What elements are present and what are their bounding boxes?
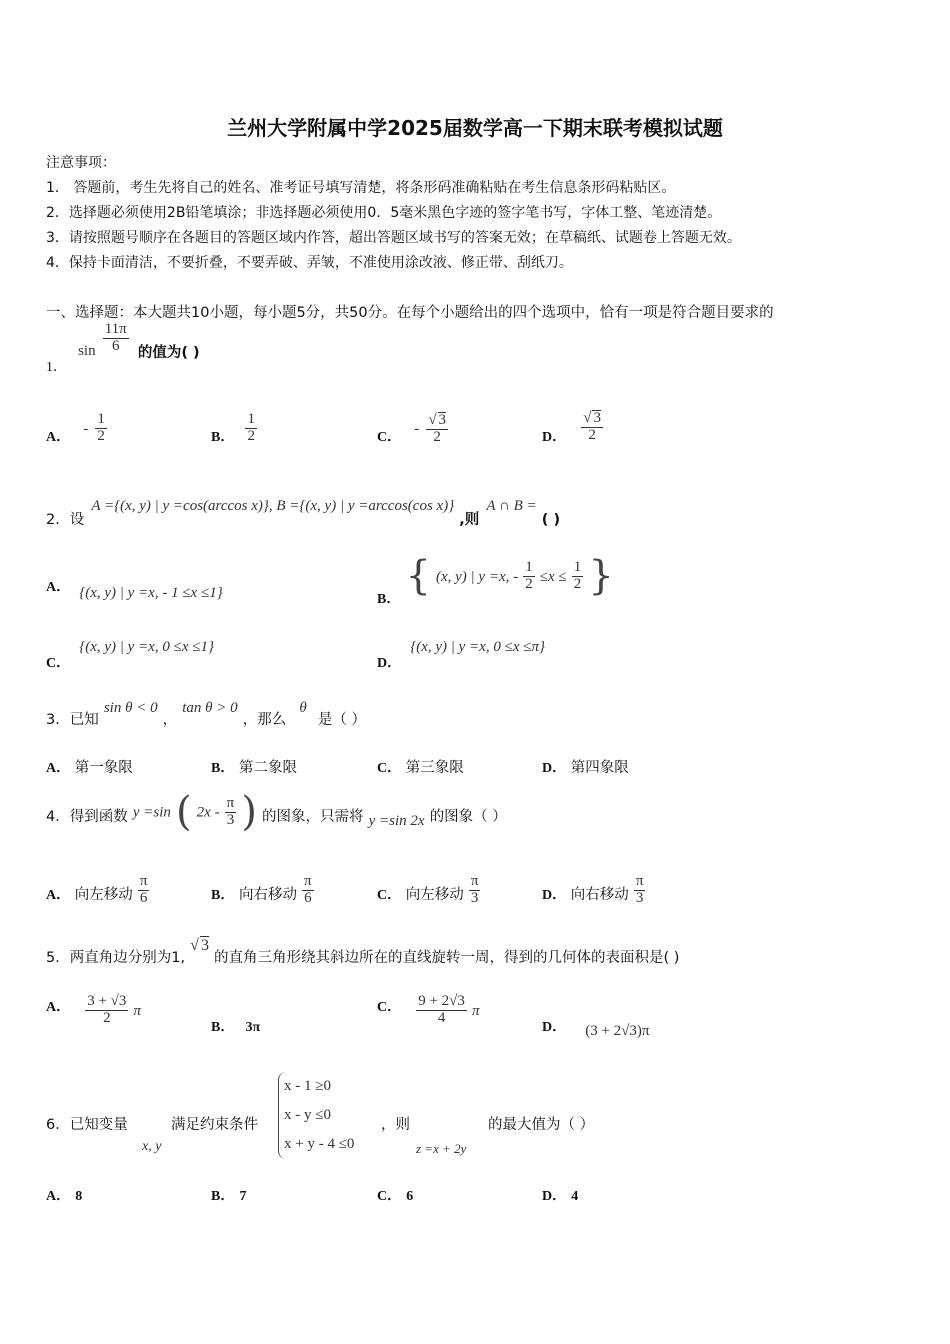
set-expression: A ={(x, y) | y =cos(arccos x)}, B ={(x, y) | y =arccos(cos x)} bbox=[91, 498, 455, 514]
variables: x, y bbox=[142, 1139, 162, 1154]
fraction: $\frac{\pi}{3}$ bbox=[226, 794, 235, 828]
fraction: $\frac{1}{2}$ bbox=[573, 558, 582, 592]
q1-option-a[interactable]: A． - $\frac{1}{2}$ bbox=[46, 411, 105, 445]
fraction: $\frac{√ 3}{2}$ bbox=[583, 410, 601, 443]
q1-option-c[interactable]: C． - $\frac{√ 3}{2}$ bbox=[377, 412, 447, 446]
fraction: $\frac{\pi}{3}$ bbox=[470, 873, 479, 906]
question-3: 3．已知 sin θ < 0 ， tan θ > 0 ，那么 θ 是（ ） bbox=[46, 700, 366, 728]
q5-option-b[interactable]: B． 3π bbox=[211, 1020, 261, 1035]
notice-item-1: 1． 答题前，考生先将自己的姓名、准考证号填写清楚，将条形码准确粘贴在考生信息条形码粘贴区。 bbox=[46, 180, 676, 196]
notice-heading: 注意事项： bbox=[46, 155, 116, 171]
sin-label: sin bbox=[78, 342, 96, 359]
q2-option-c[interactable]: C． {(x, y) | y =x, 0 ≤x ≤1} bbox=[46, 639, 214, 671]
q4-option-c[interactable]: C． 向左移动 $\frac{\pi}{3}$ bbox=[377, 873, 479, 906]
question-number: 1． bbox=[46, 359, 67, 375]
constraint-1: x - 1 ≥0 bbox=[284, 1078, 331, 1094]
objective-function: z =x + 2y bbox=[416, 1141, 467, 1156]
function-expression-2: y =sin 2x bbox=[368, 812, 425, 829]
intersection: A ∩ B = bbox=[486, 498, 537, 514]
fraction: $\frac{1}{2}$ bbox=[97, 411, 105, 444]
q6-option-b[interactable]: B． 7 bbox=[211, 1189, 247, 1204]
notice-item-2: 2．选择题必须使用2B铅笔填涂；非选择题必须使用0．5毫米黑色字迹的签字笔书写，字体工整、笔迹清楚。 bbox=[46, 205, 722, 221]
q3-option-a[interactable]: A． 第一象限 bbox=[46, 760, 133, 776]
q5-option-a[interactable]: A． $\frac{3 + √3}{2}$ π bbox=[46, 993, 142, 1026]
q3-option-b[interactable]: B． 第二象限 bbox=[211, 760, 297, 776]
q3-option-c[interactable]: C． 第三象限 bbox=[377, 760, 464, 776]
question-6-then: ，则 bbox=[381, 1117, 410, 1133]
q1-option-d[interactable]: D． $\frac{√ 3}{2}$ bbox=[542, 410, 601, 446]
question-6-tail: 的最大值为（ ） bbox=[488, 1117, 595, 1133]
constraint-3: x + y - 4 ≤0 bbox=[284, 1136, 355, 1152]
q2-option-d[interactable]: D． {(x, y) | y =x, 0 ≤x ≤π} bbox=[377, 639, 545, 671]
notice-item-3: 3．请按照题号顺序在各题目的答题区域内作答，超出答题区域书写的答案无效；在草稿纸、试题卷上答题无效。 bbox=[46, 230, 741, 246]
notice-item-4: 4．保持卡面清洁，不要折叠，不要弄破、弄皱，不准使用涂改液、修正带、刮纸刀。 bbox=[46, 255, 573, 271]
q5-option-d[interactable]: D． (3 + 2√3)π bbox=[542, 1020, 650, 1039]
q4-option-a[interactable]: A． 向左移动 $\frac{\pi}{6}$ bbox=[46, 873, 148, 906]
question-6-prefix: 6．已知变量 bbox=[46, 1117, 128, 1133]
question-6-mid: 满足约束条件 bbox=[171, 1117, 258, 1133]
fraction: $\frac{1}{2}$ bbox=[247, 411, 255, 444]
fraction: $\frac{√ 3}{2}$ bbox=[428, 412, 447, 445]
constraint-2: x - y ≤0 bbox=[284, 1107, 331, 1123]
question-1 bbox=[46, 321, 200, 375]
q5-option-c[interactable]: C． $\frac{9 + 2√3}{4}$ π bbox=[377, 993, 480, 1026]
q6-option-a[interactable]: A． 8 bbox=[46, 1189, 83, 1204]
section-heading: 一、选择题：本大题共10小题，每小题5分，共50分。在每个小题给出的四个选项中，恰有一项是符合题目要求的 bbox=[46, 305, 774, 321]
page-title: 兰州大学附属中学2025届数学高一下期末联考模拟试题 bbox=[227, 116, 723, 140]
fraction: $\frac{1}{2}$ bbox=[525, 558, 533, 592]
constraint-system bbox=[278, 1072, 354, 1159]
fraction: $\frac{11\pi}{6}$ bbox=[104, 321, 127, 354]
question-text: 的值为( ) bbox=[137, 344, 200, 361]
fraction: $\frac{\pi}{3}$ bbox=[635, 873, 644, 906]
q4-option-d[interactable]: D． 向右移动 $\frac{\pi}{3}$ bbox=[542, 873, 644, 906]
fraction: $\frac{3 + √3}{2}$ bbox=[87, 993, 127, 1026]
question-4: 4．得到函数 y =sin ( 2x - $\frac{\pi}{3}$ ) 的图象，只需将 y =sin 2x 的图象（ ） bbox=[46, 789, 507, 835]
function-expression: y =sin bbox=[132, 804, 171, 821]
fraction: $\frac{\pi}{6}$ bbox=[139, 873, 148, 906]
q6-option-c[interactable]: C． 6 bbox=[377, 1189, 414, 1204]
question-2: 2．设 A ={(x, y) | y =cos(arccos x)}, B ={(x, y) | y =arccos(cos x)} ,则 A ∩ B = ( ) bbox=[46, 498, 561, 528]
q2-option-b[interactable]: B． { (x, y) | y =x, - $\frac{1}{2}$ ≤x ≤ $\frac{1}{2}$ } bbox=[377, 553, 614, 607]
fraction: $\frac{\pi}{6}$ bbox=[304, 873, 312, 906]
fraction: $\frac{9 + 2√3}{4}$ bbox=[418, 993, 465, 1026]
condition-tan: tan θ > 0 bbox=[182, 700, 238, 716]
question-5: 5．两直角边分别为1, √ 3 的直角三角形绕其斜边所在的直线旋转一周，得到的几何体的表面积是( ) bbox=[46, 937, 680, 966]
condition-sin: sin θ < 0 bbox=[103, 700, 158, 716]
q4-option-b[interactable]: B． 向右移动 $\frac{\pi}{6}$ bbox=[211, 873, 312, 906]
q2-option-a[interactable]: A． {(x, y) | y =x, - 1 ≤x ≤1} bbox=[46, 580, 223, 601]
q1-option-b[interactable]: B． $\frac{1}{2}$ bbox=[211, 411, 255, 445]
q6-option-d[interactable]: D． 4 bbox=[542, 1189, 579, 1204]
q3-option-d[interactable]: D． 第四象限 bbox=[542, 760, 629, 776]
